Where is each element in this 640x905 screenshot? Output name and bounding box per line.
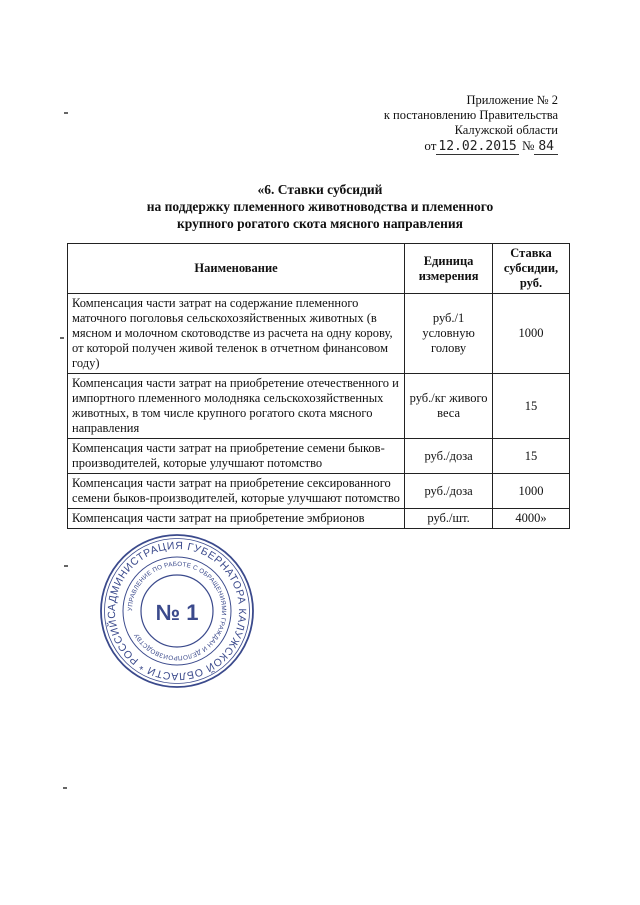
row-name: Компенсация части затрат на приобретение семени быков-производителей, которые улучшают потомство xyxy=(68,439,405,474)
date-prefix: от xyxy=(424,138,437,153)
table-row xyxy=(68,509,570,529)
row-rate: 4000» xyxy=(493,509,570,529)
table-row xyxy=(68,439,570,474)
subsidy-rates-table xyxy=(67,243,570,529)
seal-outer-text: АДМИНИСТРАЦИЯ ГУБЕРНАТОРА КАЛУЖСКОЙ ОБЛАСТИ * РОССИЙС xyxy=(105,539,249,683)
header-unit: Единица измерения xyxy=(405,244,493,294)
row-rate: 1000 xyxy=(493,294,570,374)
header-rate: Ставка субсидии, руб. xyxy=(493,244,570,294)
seal-number: № 1 xyxy=(155,600,199,625)
seal-inner-text: УПРАВЛЕНИЕ ПО РАБОТЕ С ОБРАЩЕНИЯМИ ГРАЖДАН И ДЕЛОПРОИЗВОДСТВУ xyxy=(126,560,228,662)
table-row xyxy=(68,474,570,509)
row-unit: руб./доза xyxy=(405,474,493,509)
decree-date: 12.02.2015 xyxy=(438,139,517,154)
title-line-1: «6. Ставки субсидий xyxy=(257,182,383,197)
table-row xyxy=(68,374,570,439)
row-rate: 15 xyxy=(493,439,570,474)
margin-mark xyxy=(63,787,67,789)
row-name: Компенсация части затрат на приобретение сексированного семени быков-производителей, которые улучшают потомство xyxy=(68,474,405,509)
row-rate: 15 xyxy=(493,374,570,439)
number-prefix: № xyxy=(521,138,535,153)
margin-mark xyxy=(60,337,64,339)
table-row xyxy=(68,294,570,374)
appendix-header xyxy=(384,93,558,154)
row-unit: руб./шт. xyxy=(405,509,493,529)
row-name: Компенсация части затрат на содержание племенного маточного поголовья сельскохозяйственных животных (в мясном и молочном скотоводстве из расчета на одну корову, от которой получен живой теленок в отчетном финансовом году) xyxy=(68,294,405,374)
appendix-date-line xyxy=(384,138,558,154)
margin-mark xyxy=(64,112,68,114)
row-name: Компенсация части затрат на приобретение эмбрионов xyxy=(68,509,405,529)
row-unit: руб./1 условную голову xyxy=(405,294,493,374)
title-line-3: крупного рогатого скота мясного направления xyxy=(177,216,463,231)
seal-graphic xyxy=(98,532,256,690)
row-unit: руб./доза xyxy=(405,439,493,474)
document-title xyxy=(0,181,640,232)
row-rate: 1000 xyxy=(493,474,570,509)
header-name: Наименование xyxy=(68,244,405,294)
row-unit: руб./кг живого веса xyxy=(405,374,493,439)
appendix-reference: к постановлению Правительства xyxy=(383,108,558,122)
appendix-number: Приложение № 2 xyxy=(466,93,558,107)
title-line-2: на поддержку племенного животноводства и племенного xyxy=(146,199,494,214)
decree-number: 84 xyxy=(534,139,558,155)
official-seal xyxy=(98,532,256,690)
appendix-region: Калужской области xyxy=(454,123,558,137)
margin-mark xyxy=(64,565,68,567)
table-header-row xyxy=(68,244,570,294)
row-name: Компенсация части затрат на приобретение отечественного и импортного племенного молодняка сельскохозяйственных животных, в том числе крупного рогатого скота мясного направления xyxy=(68,374,405,439)
